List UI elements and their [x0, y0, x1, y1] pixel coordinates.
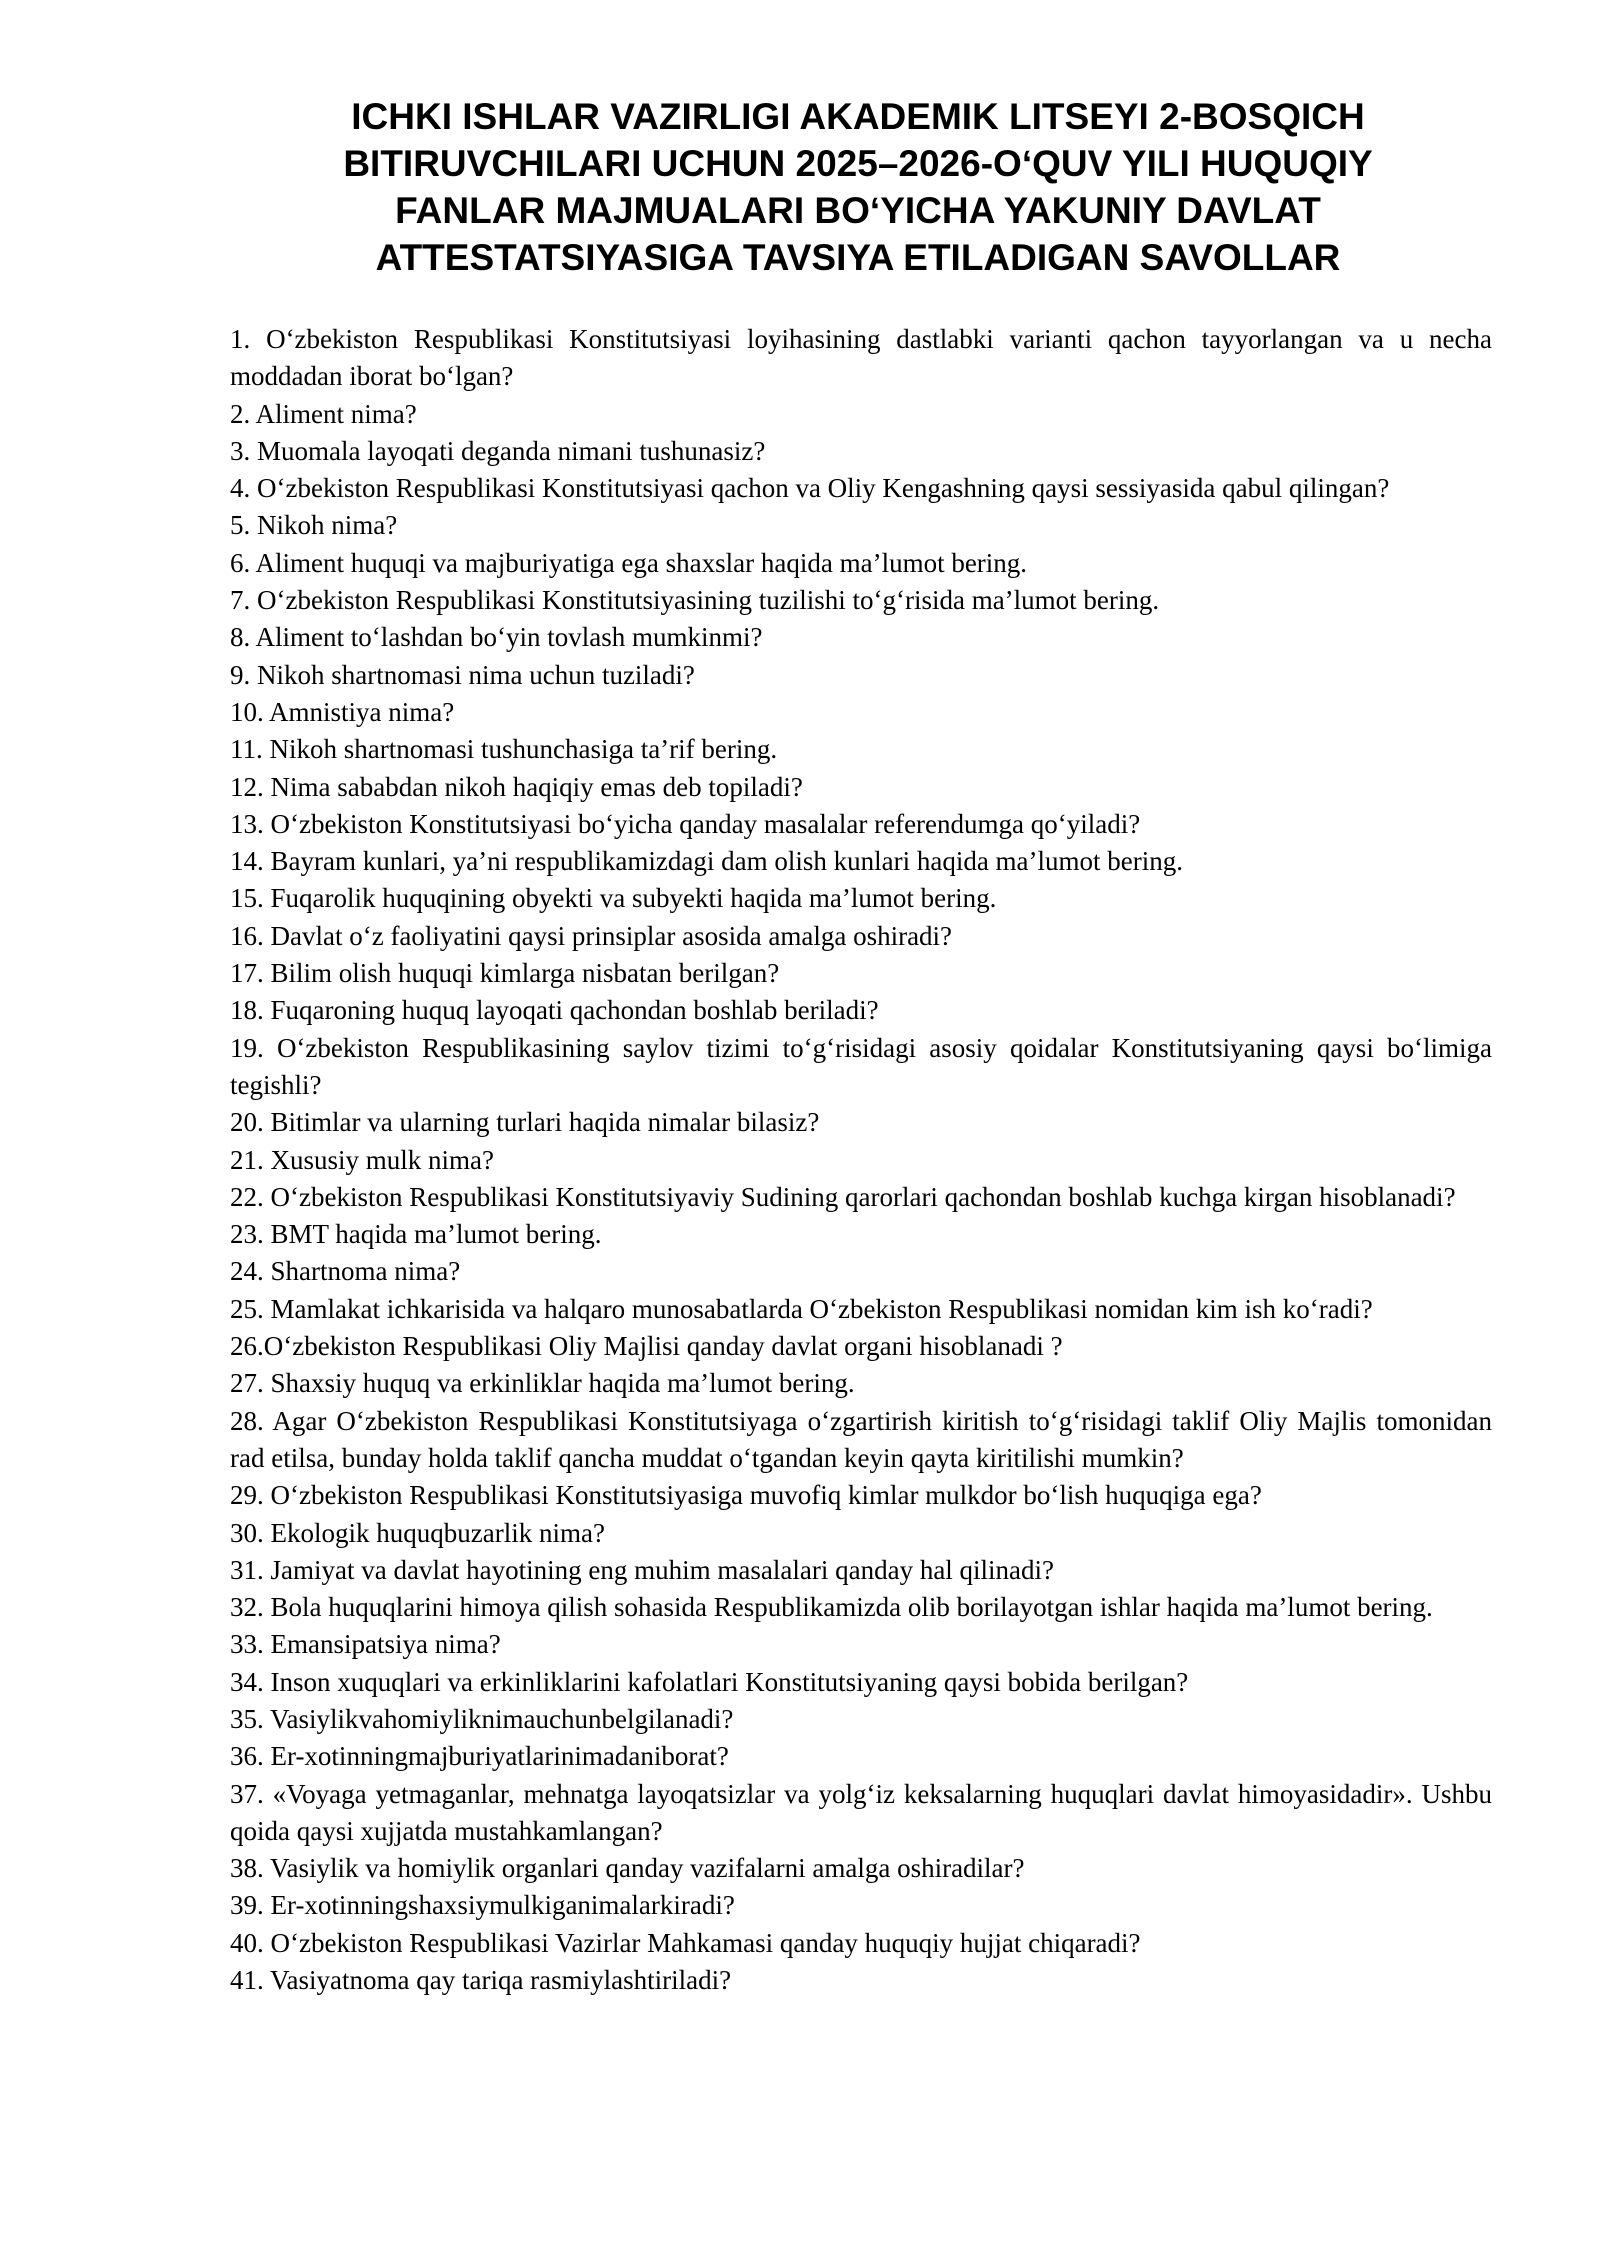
title-line: ATTESTATSIYASIGA TAVSIYA ETILADIGAN SAVOLLAR [375, 237, 1341, 278]
question-item: 27. Shaxsiy huquq va erkinliklar haqida ma’lumot bering. [230, 1368, 855, 1399]
title-line: BITIRUVCHILARI UCHUN 2025–2026-O‘QUV YILI HUQUQIY [343, 143, 1373, 184]
title-line: ICHKI ISHLAR VAZIRLIGI AKADEMIK LITSEYI 2-BOSQICH [351, 96, 1365, 137]
question-item: 10. Amnistiya nima? [230, 696, 455, 727]
question-list [230, 321, 1492, 1999]
question-item: 33. Emansipatsiya nima? [230, 1629, 501, 1660]
question-item: 24. Shartnoma nima? [230, 1256, 461, 1287]
question-item: 32. Bola huquqlarini himoya qilish sohasida Respublikamizda olib borilayotgan ishlar haqida ma’lumot bering. [230, 1592, 1433, 1623]
question-item: 38. Vasiylik va homiylik organlari qanday vazifalarni amalga oshiradilar? [230, 1853, 1025, 1884]
question-item: 7. O‘zbekiston Respublikasi Konstitutsiyasining tuzilishi to‘g‘risida ma’lumot bering. [230, 585, 1160, 616]
question-item: 21. Xususiy mulk nima? [230, 1144, 494, 1175]
question-item: 15. Fuqarolik huquqining obyekti va subyekti haqida ma’lumot bering. [230, 883, 997, 914]
question-item: 18. Fuqaroning huquq layoqati qachondan boshlab beriladi? [230, 995, 879, 1026]
question-item: 29. O‘zbekiston Respublikasi Konstitutsiyasiga muvofiq kimlar mulkdor bo‘lish huquqiga ega? [230, 1480, 1262, 1511]
title-line: FANLAR MAJMUALARI BO‘YICHA YAKUNIY DAVLAT [395, 190, 1321, 231]
question-item: 4. O‘zbekiston Respublikasi Konstitutsiyasi qachon va Oliy Kengashning qaysi sessiyasida qabul qilingan? [230, 473, 1390, 504]
question-item: 30. Ekologik huquqbuzarlik nima? [230, 1517, 605, 1548]
question-item: 37. «Voyaga yetmaganlar, mehnatga layoqatsizlar va yolg‘iz keksalarning huquqlari davlat himoyasidadir». Ushbu qoida qaysi xujjatda mustahkamlangan? [230, 1778, 1492, 1846]
question-item: 26.O‘zbekiston Respublikasi Oliy Majlisi qanday davlat organi hisoblanadi ? [230, 1331, 1063, 1362]
question-item: 35. Vasiylikvahomiyliknimauchunbelgilanadi? [230, 1703, 734, 1734]
question-item: 23. BMT haqida ma’lumot bering. [230, 1219, 602, 1250]
question-item: 8. Aliment to‘lashdan bo‘yin tovlash mumkinmi? [230, 622, 763, 653]
question-item: 3. Muomala layoqati deganda nimani tushunasiz? [230, 435, 766, 466]
question-item: 9. Nikoh shartnomasi nima uchun tuziladi? [230, 659, 695, 690]
question-item: 31. Jamiyat va davlat hayotining eng muhim masalalari qanday hal qilinadi? [230, 1554, 1055, 1585]
question-item: 28. Agar O‘zbekiston Respublikasi Konstitutsiyaga o‘zgartirish kiritish to‘g‘risidagi taklif Oliy Majlis tomonidan rad etilsa, bunday holda taklif qancha muddat o‘tgandan keyin qayta kiritilishi mumkin? [230, 1405, 1492, 1473]
question-item: 2. Aliment nima? [230, 398, 417, 429]
question-item: 41. Vasiyatnoma qay tariqa rasmiylashtiriladi? [230, 1965, 732, 1996]
question-item: 5. Nikoh nima? [230, 510, 398, 541]
document-title [228, 93, 1488, 281]
question-item: 16. Davlat o‘z faoliyatini qaysi prinsiplar asosida amalga oshiradi? [230, 920, 953, 951]
question-item: 13. O‘zbekiston Konstitutsiyasi bo‘yicha qanday masalalar referendumga qo‘yiladi? [230, 808, 1141, 839]
question-item: 36. Er-xotinningmajburiyatlarinimadaniborat? [230, 1741, 729, 1772]
question-item: 1. O‘zbekiston Respublikasi Konstitutsiyasi loyihasining dastlabki varianti qachon tayyorlangan va u necha moddadan iborat bo‘lgan? [230, 324, 1492, 392]
question-item: 20. Bitimlar va ularning turlari haqida nimalar bilasiz? [230, 1107, 820, 1138]
question-item: 12. Nima sababdan nikoh haqiqiy emas deb topiladi? [230, 771, 803, 802]
question-item: 25. Mamlakat ichkarisida va halqaro munosabatlarda O‘zbekiston Respublikasi nomidan kim ish ko‘radi? [230, 1293, 1373, 1324]
question-item: 39. Er-xotinningshaxsiymulkiganimalarkiradi? [230, 1890, 735, 1921]
question-item: 40. O‘zbekiston Respublikasi Vazirlar Mahkamasi qanday huquqiy hujjat chiqaradi? [230, 1927, 1141, 1958]
question-item: 6. Aliment huquqi va majburiyatiga ega shaxslar haqida ma’lumot bering. [230, 547, 1028, 578]
question-item: 14. Bayram kunlari, ya’ni respublikamizdagi dam olish kunlari haqida ma’lumot bering. [230, 846, 1184, 877]
question-item: 22. O‘zbekiston Respublikasi Konstitutsiyaviy Sudining qarorlari qachondan boshlab kuchga kirgan hisoblanadi? [230, 1181, 1456, 1212]
question-item: 11. Nikoh shartnomasi tushunchasiga ta’rif bering. [230, 734, 778, 765]
question-item: 34. Inson xuquqlari va erkinliklarini kafolatlari Konstitutsiyaning qaysi bobida berilgan? [230, 1666, 1189, 1697]
question-item: 17. Bilim olish huquqi kimlarga nisbatan berilgan? [230, 958, 780, 989]
question-item: 19. O‘zbekiston Respublikasining saylov tizimi to‘g‘risidagi asosiy qoidalar Konstitutsiyaning qaysi bo‘limiga tegishli? [230, 1032, 1492, 1100]
